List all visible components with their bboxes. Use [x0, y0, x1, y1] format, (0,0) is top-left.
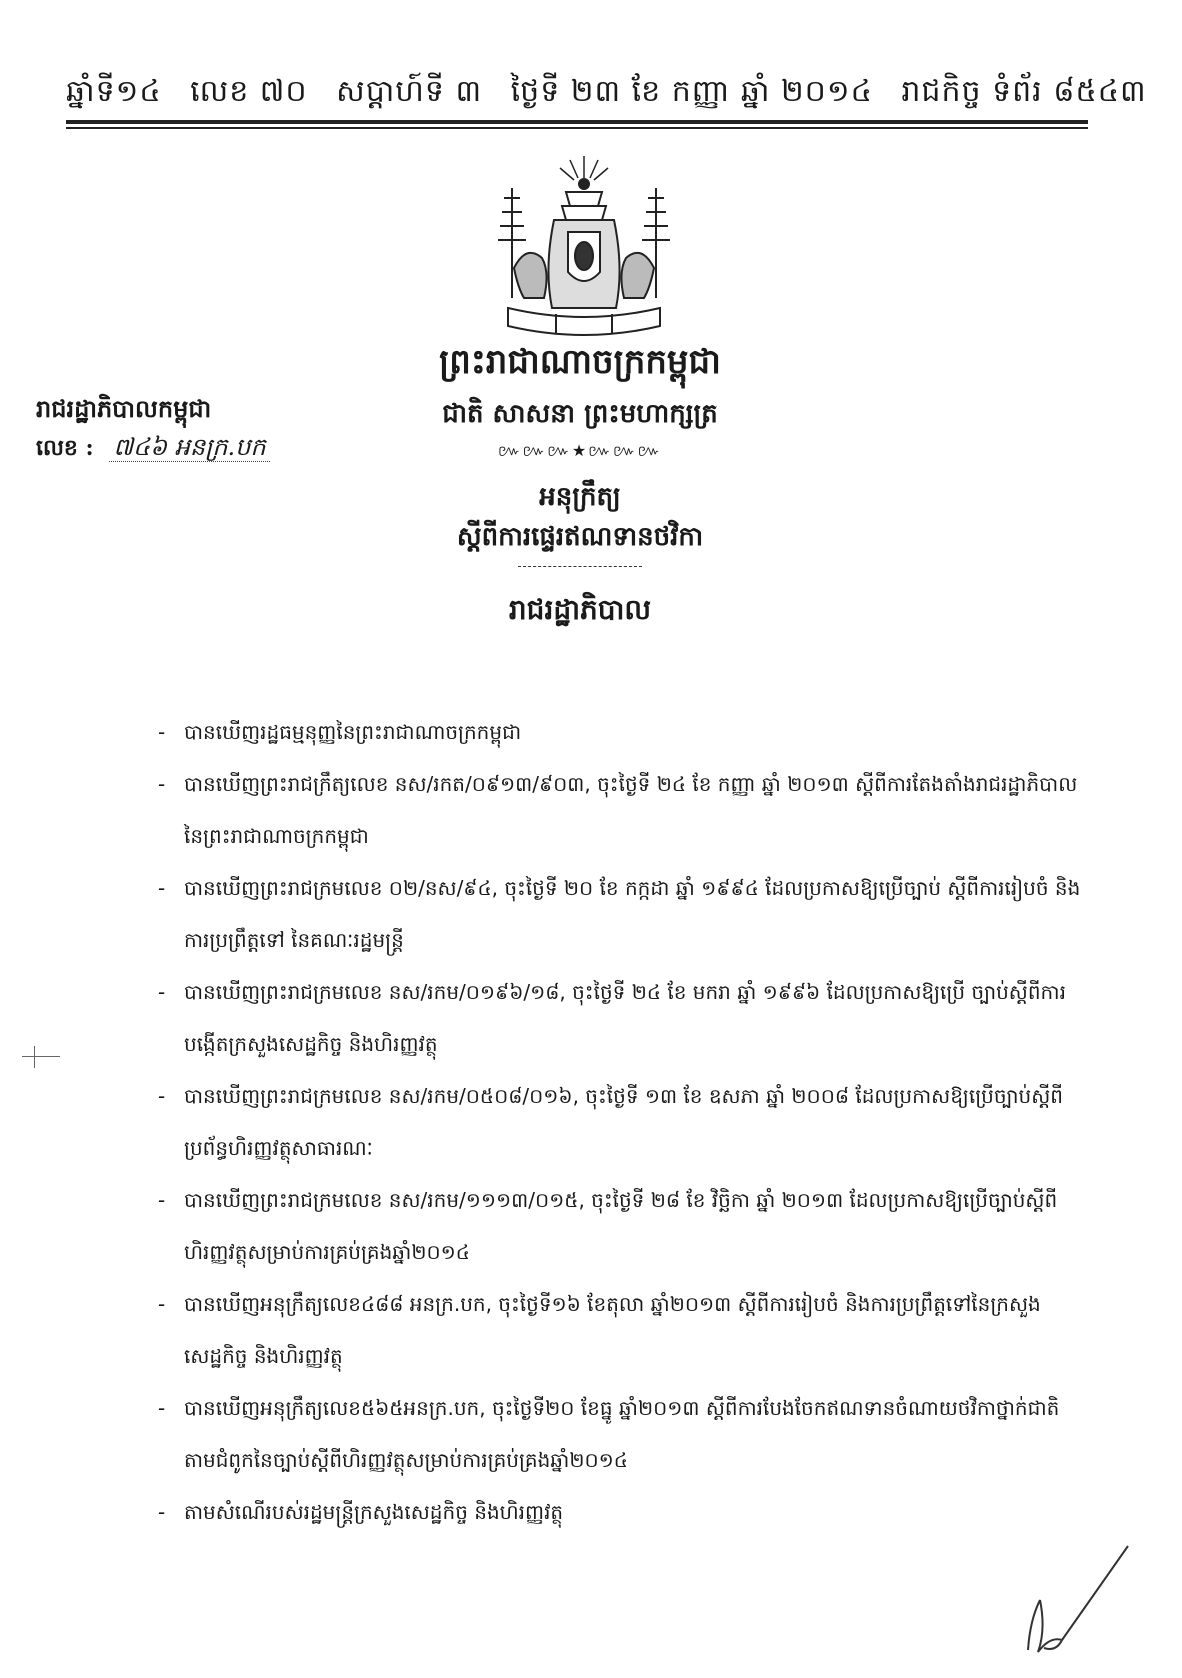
national-motto: ជាតិ សាសនា ព្រះមហាក្សត្រ [442, 399, 718, 429]
list-item: - បានឃើញរដ្ឋធម្មនុញ្ញនៃព្រះរាជាណាចក្រកម្ពុជា [158, 720, 522, 744]
royal-coat-of-arms-icon [474, 148, 694, 348]
gazette-page: រាជកិច្ច ទំព័រ ៨៥៤៣ [901, 74, 1147, 109]
list-item: - បានឃើញអនុក្រឹត្យលេខ៥៦៥អនក្រ.បក, ចុះថ្ងៃទី២០ ខែធ្នូ ឆ្នាំ២០១៣ ស្តីពីការបែងចែកឥណទានចំណាយថវិកាថ្នាក់ជាតិតាមជំពូកនៃច្បាប់ស្តីពីហិរញ្ញវត្ថុសម្រាប់ការគ្រប់គ្រងឆ្នាំ២០១៤ [158, 1396, 1060, 1472]
list-item: - បានឃើញព្រះរាជក្រឹត្យលេខ នស/រកត/០៩១៣/៩០៣, ចុះថ្ងៃទី ២៤ ខែ កញ្ញា ឆ្នាំ ២០១៣ ស្តីពីការតែងតាំងរាជរដ្ឋាភិបាល នៃព្រះរាជាណាចក្រកម្ពុជា [158, 772, 1078, 848]
document-number-value: ៧៤៦ អនក្រ.បក [109, 433, 269, 462]
margin-mark [34, 1046, 35, 1068]
gazette-year: ឆ្នាំទី១៤ [66, 74, 162, 109]
list-item: - បានឃើញព្រះរាជក្រមលេខ ០២/នស/៩៤, ចុះថ្ងៃទី ២០ ខែ កក្កដា ឆ្នាំ ១៩៩៤ ដែលប្រកាសឱ្យប្រើច្បាប់ ស្តីពីការរៀបចំ និងការប្រព្រឹត្តទៅ នៃគណៈរដ្ឋមន្ត្រី [158, 876, 1081, 952]
gazette-issue: លេខ ៧០ [190, 74, 308, 109]
list-item: - បានឃើញព្រះរាជក្រមលេខ នស/រកម/១១១៣/០១៥, ចុះថ្ងៃទី ២៨ ខែ វិច្ឆិកា ឆ្នាំ ២០១៣ ដែលប្រកាសឱ្យប្រើច្បាប់ស្តីពី ហិរញ្ញវត្ថុសម្រាប់ការគ្រប់គ្រងឆ្នាំ២០១៤ [158, 1188, 1058, 1264]
issuing-body: រាជរដ្ឋាភិបាល [508, 593, 652, 626]
ornament-divider: ៚៚៚★៚៚៚ [497, 441, 663, 460]
document-number [36, 432, 270, 467]
list-item: - បានឃើញព្រះរាជក្រមលេខ នស/រកម/០៥០៨/០១៦, ចុះថ្ងៃទី ១៣ ខែ ឧសភា ឆ្នាំ ២០០៨ ដែលប្រកាសឱ្យប្រើច្បាប់ស្តីពីប្រព័ន្ធហិរញ្ញវត្ថុសាធារណៈ [158, 1084, 1063, 1160]
margin-mark [22, 1056, 60, 1057]
gazette-header [66, 72, 1147, 116]
header-rule-thick [66, 120, 1088, 124]
kingdom-title: ព្រះរាជាណាចក្រកម្ពុជា [439, 342, 721, 382]
list-item: - បានឃើញព្រះរាជក្រមលេខ នស/រកម/០១៩៦/១៨, ចុះថ្ងៃទី ២៤ ខែ មករា ឆ្នាំ ១៩៩៦ ដែលប្រកាសឱ្យប្រើ ច្បាប់ស្តីពីការបង្កើតក្រសួងសេដ្ឋកិច្ច និងហិរញ្ញវត្ថុ [158, 980, 1066, 1056]
gazette-week: សប្តាហ៍ទី ៣ [336, 74, 483, 109]
document-subject: ស្តីពីការផ្ទេរឥណទានថវិកា [456, 522, 704, 552]
header-rule-thin [66, 127, 1088, 129]
signature-icon [1010, 1540, 1150, 1660]
subject-divider [518, 566, 642, 567]
issuer-name: រាជរដ្ឋាភិបាលកម្ពុជា [36, 394, 212, 423]
list-item: - តាមសំណើរបស់រដ្ឋមន្ត្រីក្រសួងសេដ្ឋកិច្ច និងហិរញ្ញវត្ថុ [158, 1500, 564, 1524]
list-item: - បានឃើញអនុក្រឹត្យលេខ៤៨៨ អនក្រ.បក, ចុះថ្ងៃទី១៦ ខែតុលា ឆ្នាំ២០១៣ ស្តីពីការរៀបចំ និងការប្រព្រឹត្តទៅនៃក្រសួងសេដ្ឋកិច្ច និងហិរញ្ញវត្ថុ [158, 1292, 1041, 1368]
document-number-label: លេខ : [36, 435, 94, 461]
document-type: អនុក្រឹត្យ [539, 482, 621, 512]
considerations-list [150, 706, 1090, 1538]
gazette-date: ថ្ងៃទី ២៣ ខែ កញ្ញា ឆ្នាំ ២០១៤ [510, 74, 873, 109]
